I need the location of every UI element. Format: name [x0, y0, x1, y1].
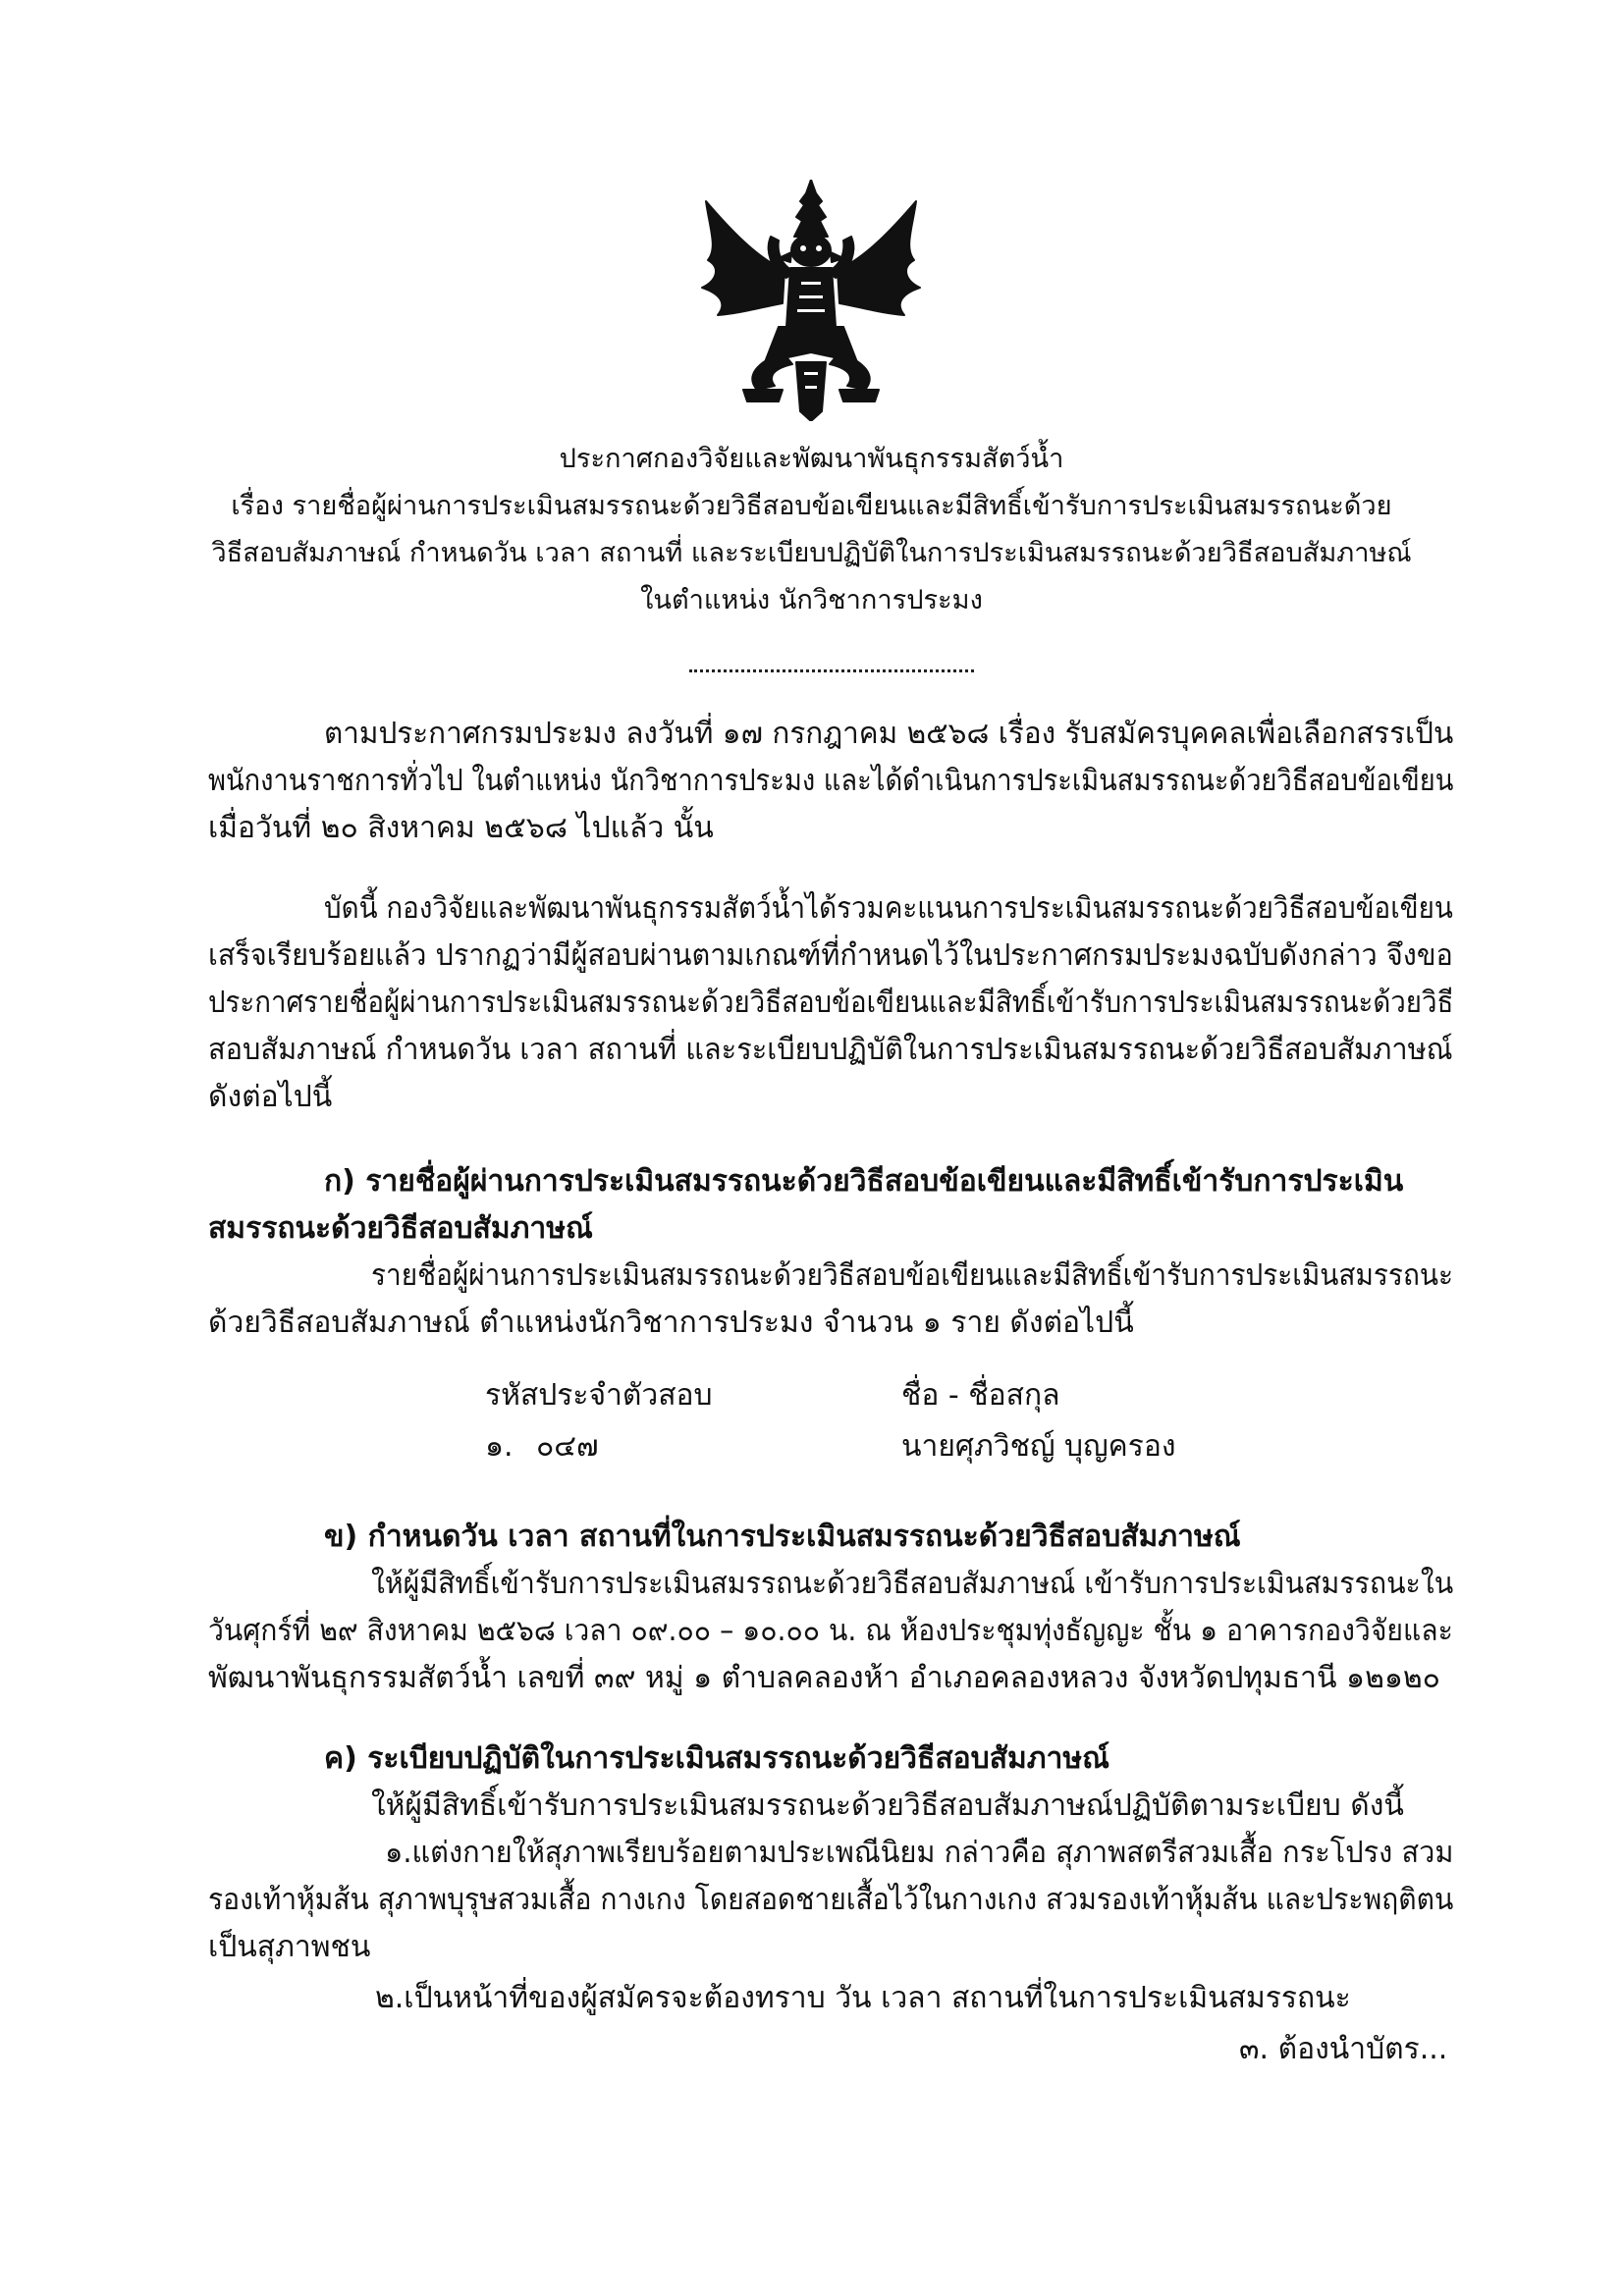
table-row-number: ๑. — [485, 1429, 514, 1464]
section-a-heading: ก) รายชื่อผู้ผ่านการประเมินสมรรถนะด้วยวิธีสอบข้อเขียนและมีสิทธิ์เข้ารับการประเมิน — [324, 1164, 1404, 1199]
intro-line: ตามประกาศกรมประมง ลงวันที่ ๑๗ กรกฎาคม ๒๕๖๘ เรื่อง รับสมัครบุคคลเพื่อเลือกสรรเป็น — [324, 717, 1454, 751]
table-row-name: นายศุภวิชญ์ บุญครอง — [901, 1429, 1176, 1464]
announce-line: เสร็จเรียบร้อยแล้ว ปรากฏว่ามีผู้สอบผ่านตามเกณฑ์ที่กำหนดไว้ในประกาศกรมประมงฉบับดังกล่าว จึงขอ — [208, 938, 1453, 973]
separator-dots — [689, 669, 974, 672]
announce-line: ประกาศรายชื่อผู้ผ่านการประเมินสมรรถนะด้วยวิธีสอบข้อเขียนและมีสิทธิ์เข้ารับการประเมินสมรรถนะด้วยวิธี — [208, 986, 1454, 1020]
section-c-item-2: ๒.เป็นหน้าที่ของผู้สมัครจะต้องทราบ วัน เวลา สถานที่ในการประเมินสมรรถนะ — [375, 1981, 1351, 2015]
announce-line: บัดนี้ กองวิจัยและพัฒนาพันธุกรรมสัตว์น้ำได้รวมคะแนนการประเมินสมรรถนะด้วยวิธีสอบข้อเขียน — [324, 891, 1453, 926]
table-header-name: ชื่อ - ชื่อสกุล — [901, 1378, 1060, 1413]
intro-line: พนักงานราชการทั่วไป ในตำแหน่ง นักวิชาการประมง และได้ดำเนินการประเมินสมรรถนะด้วยวิธีสอบข้อเขียน — [208, 764, 1454, 798]
table-row-exam-id: ๐๔๗ — [536, 1429, 599, 1464]
announce-line: สอบสัมภาษณ์ กำหนดวัน เวลา สถานที่ และระเบียบปฏิบัติในการประเมินสมรรถนะด้วยวิธีสอบสัมภาษณ์ — [208, 1033, 1453, 1067]
subject-line: ในตำแหน่ง นักวิชาการประมง — [640, 585, 983, 615]
section-c-intro: ให้ผู้มีสิทธิ์เข้ารับการประเมินสมรรถนะด้วยวิธีสอบสัมภาษณ์ปฏิบัติตามระเบียบ ดังนี้ — [371, 1789, 1404, 1823]
section-c-item-1: ๑.แต่งกายให้สุภาพเรียบร้อยตามประเพณีนิยม กล่าวคือ สุภาพสตรีสวมเสื้อ กระโปรง สวม — [385, 1836, 1454, 1870]
section-b-body: วันศุกร์ที่ ๒๙ สิงหาคม ๒๕๖๘ เวลา ๐๙.๐๐ – ๑๐.๐๐ น. ณ ห้องประชุมทุ่งธัญญะ ชั้น ๑ อาคารกองวิจัยและ — [208, 1614, 1453, 1648]
announcement-title: ประกาศกองวิจัยและพัฒนาพันธุกรรมสัตว์น้ำ — [559, 444, 1064, 474]
garuda-emblem-icon — [688, 180, 934, 421]
table-header-exam-id: รหัสประจำตัวสอบ — [485, 1378, 713, 1413]
section-b-body: ให้ผู้มีสิทธิ์เข้ารับการประเมินสมรรถนะด้วยวิธีสอบสัมภาษณ์ เข้ารับการประเมินสมรรถนะใน — [371, 1567, 1454, 1601]
section-c-item-1: เป็นสุภาพชน — [208, 1930, 371, 1964]
section-a-heading: สมรรถนะด้วยวิธีสอบสัมภาษณ์ — [208, 1211, 593, 1246]
section-a-body: รายชื่อผู้ผ่านการประเมินสมรรถนะด้วยวิธีสอบข้อเขียนและมีสิทธิ์เข้ารับการประเมินสมรรถนะ — [371, 1258, 1454, 1293]
continuation-marker: ๓. ต้องนำบัตร... — [1239, 2032, 1448, 2066]
subject-line: เรื่อง รายชื่อผู้ผ่านการประเมินสมรรถนะด้วยวิธีสอบข้อเขียนและมีสิทธิ์เข้ารับการประเมินสมรรถนะด้วย — [231, 491, 1392, 521]
section-a-body: ด้วยวิธีสอบสัมภาษณ์ ตำแหน่งนักวิชาการประมง จำนวน ๑ ราย ดังต่อไปนี้ — [208, 1306, 1134, 1340]
section-c-item-1: รองเท้าหุ้มส้น สุภาพบุรุษสวมเสื้อ กางเกง โดยสอดชายเสื้อไว้ในกางเกง สวมรองเท้าหุ้มส้น และประพฤติตน — [208, 1883, 1454, 1917]
subject-line: วิธีสอบสัมภาษณ์ กำหนดวัน เวลา สถานที่ และระเบียบปฏิบัติในการประเมินสมรรถนะด้วยวิธีสอบสัมภาษณ์ — [211, 538, 1412, 568]
announce-line: ดังต่อไปนี้ — [208, 1080, 333, 1114]
section-b-body: พัฒนาพันธุกรรมสัตว์น้ำ เลขที่ ๓๙ หมู่ ๑ ตำบลคลองห้า อำเภอคลองหลวง จังหวัดปทุมธานี ๑๒๑๒๐ — [208, 1661, 1440, 1695]
section-c-heading: ค) ระเบียบปฏิบัติในการประเมินสมรรถนะด้วยวิธีสอบสัมภาษณ์ — [324, 1741, 1110, 1776]
intro-line: เมื่อวันที่ ๒๐ สิงหาคม ๒๕๖๘ ไปแล้ว นั้น — [208, 811, 714, 845]
section-b-heading: ข) กำหนดวัน เวลา สถานที่ในการประเมินสมรรถนะด้วยวิธีสอบสัมภาษณ์ — [324, 1520, 1241, 1554]
